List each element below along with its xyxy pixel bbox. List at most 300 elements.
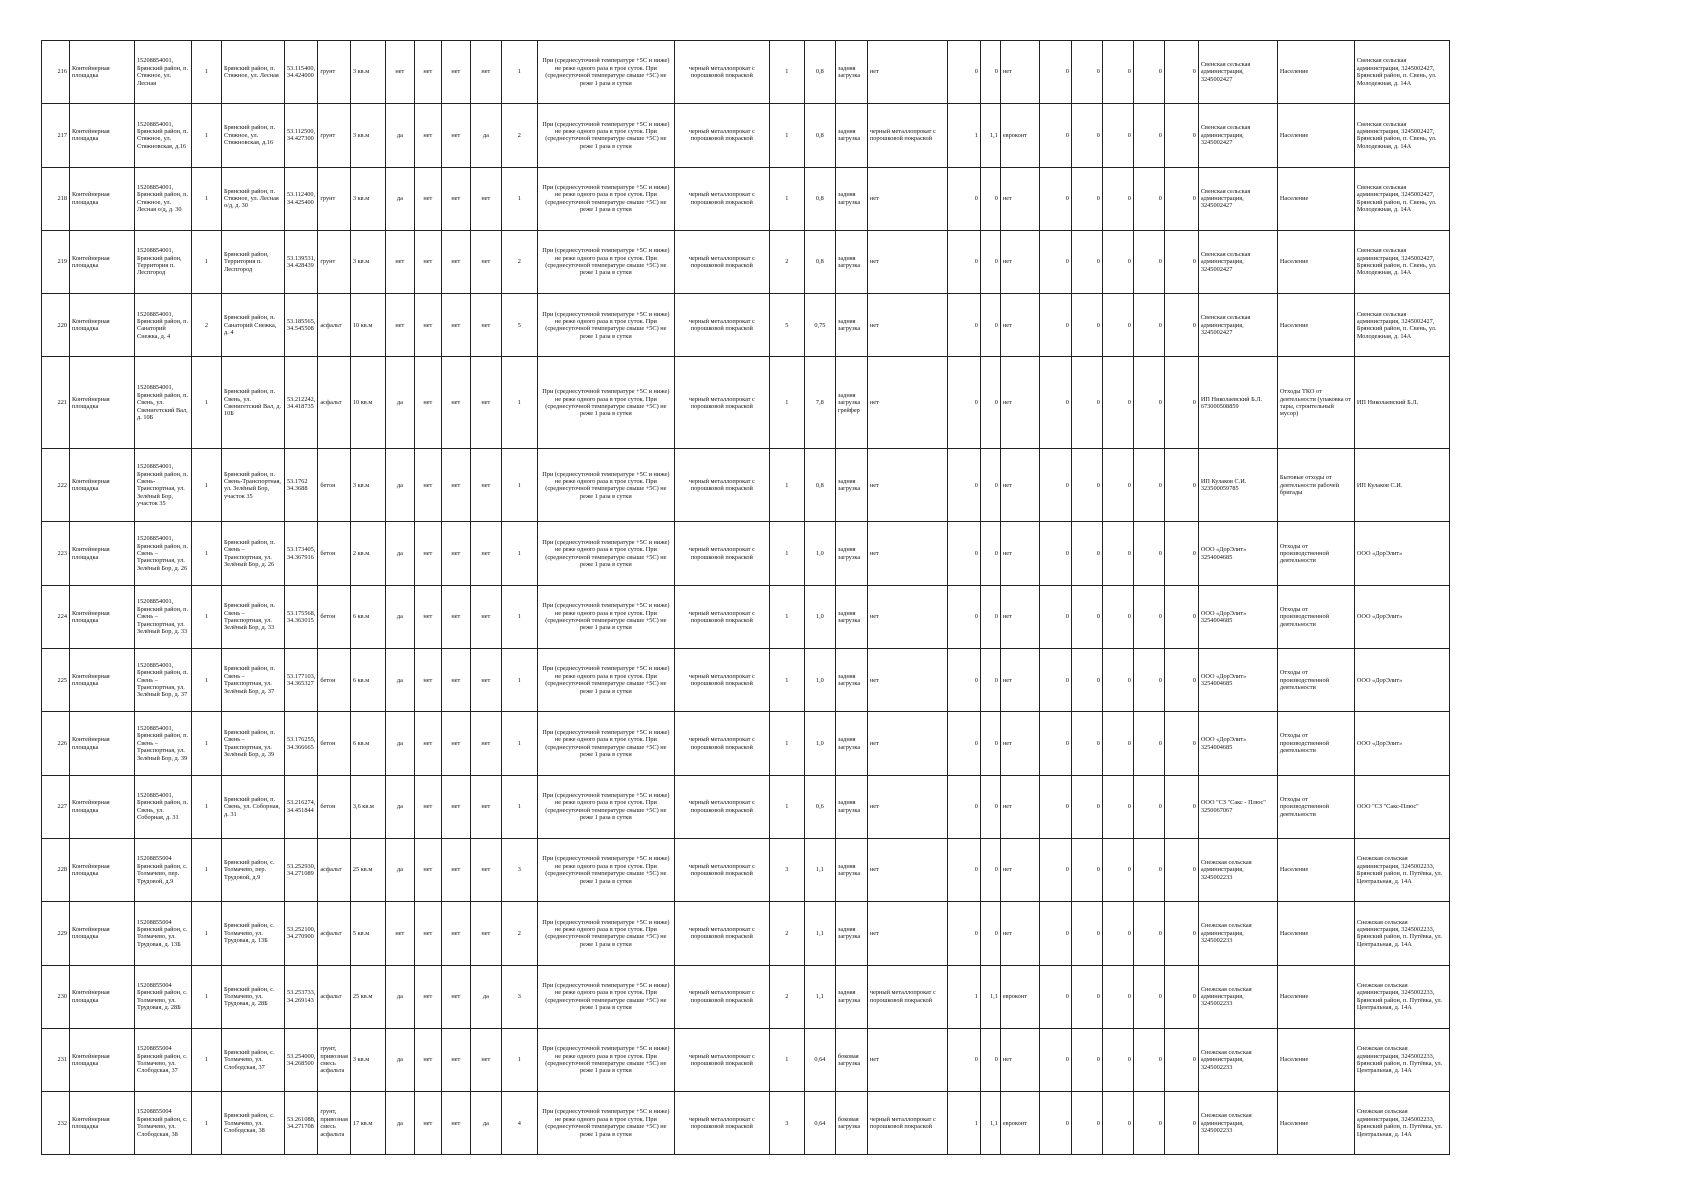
table-row (42, 965, 1450, 1028)
cell-zero-1: 0 (1039, 230, 1071, 293)
cell-surface: бетон (318, 775, 351, 838)
cell-qty-2: 0 (947, 230, 980, 293)
cell-flag-4: нет (470, 902, 501, 965)
cell-registry-address: 15208855004 Брянский район, с. Толмачево, пер. Трудовой, д.9 (135, 838, 192, 901)
cell-area: 10 кв.м (350, 294, 385, 357)
cell-loading-type: задняя загрузка (835, 230, 867, 293)
cell-zero-1: 0 (1039, 965, 1071, 1028)
cell-volume-2: 0 (980, 585, 1000, 648)
cell-container-count: 1 (501, 649, 537, 712)
cell-material-2: нет (867, 167, 947, 230)
cell-zero-5: 0 (1164, 1028, 1198, 1091)
cell-flag-4: нет (470, 230, 501, 293)
cell-flag-3: нет (441, 522, 470, 585)
cell-waste-source: Население (1277, 41, 1354, 104)
cell-container-count: 1 (501, 585, 537, 648)
cell-flag-2: нет (414, 167, 441, 230)
cell-coordinates: 53.112500, 34.427300 (285, 104, 318, 167)
cell-zero-3: 0 (1102, 294, 1133, 357)
table-row (42, 104, 1450, 167)
cell-area: 25 кв.м (350, 965, 385, 1028)
cell-material-2: нет (867, 357, 947, 449)
cell-surface: асфальт (318, 902, 351, 965)
cell-waste-source: Население (1277, 104, 1354, 167)
cell-site-type: Контейнерная площадка (70, 775, 135, 838)
cell-registry-address: 15208855004 Брянский район, с. Толмачево, ул. Слободская, 37 (135, 1028, 192, 1091)
cell-row-number: 227 (42, 775, 70, 838)
cell-flag-fence: да (385, 104, 414, 167)
cell-surface: грунт (318, 230, 351, 293)
cell-registry-address: 15208854001, Брянский район, п. Свень-Транспортная, ул. Зелёный Бор, участок 35 (135, 449, 192, 522)
cell-material-2: нет (867, 585, 947, 648)
cell-removal-schedule: При (среднесуточной температуре +5С и ниже) не реже одного раза в трое суток. При (среднесуточной температуре свыше +5С) не реже 1 раза в сутки (537, 1028, 674, 1091)
cell-zero-4: 0 (1133, 1092, 1164, 1155)
cell-flag-2: нет (414, 294, 441, 357)
cell-site-type: Контейнерная площадка (70, 1028, 135, 1091)
cell-qty-2: 0 (947, 41, 980, 104)
cell-owner: Свенская сельская администрация, 3245002427 (1198, 294, 1277, 357)
cell-area: 3 кв.м (350, 104, 385, 167)
cell-surface: бетон (318, 449, 351, 522)
cell-zero-1: 0 (1039, 449, 1071, 522)
cell-eurocontainer: нет (1000, 649, 1039, 712)
cell-site-type: Контейнерная площадка (70, 649, 135, 712)
cell-container-qty: 3 (769, 1092, 804, 1155)
cell-flag-fence: да (385, 522, 414, 585)
cell-waste-source: Население (1277, 1028, 1354, 1091)
cell-material-2: нет (867, 649, 947, 712)
table-row (42, 712, 1450, 775)
cell-site-type: Контейнерная площадка (70, 167, 135, 230)
cell-eurocontainer: нет (1000, 902, 1039, 965)
cell-zero-5: 0 (1164, 902, 1198, 965)
cell-count: 1 (192, 449, 222, 522)
cell-qty-2: 1 (947, 965, 980, 1028)
cell-area: 3 кв.м (350, 449, 385, 522)
cell-site-type: Контейнерная площадка (70, 41, 135, 104)
cell-loading-type: задняя загрузка (835, 902, 867, 965)
cell-flag-2: нет (414, 775, 441, 838)
cell-qty-2: 0 (947, 357, 980, 449)
cell-material-2: нет (867, 41, 947, 104)
cell-zero-3: 0 (1102, 712, 1133, 775)
cell-qty-2: 0 (947, 522, 980, 585)
cell-owner: Свенская сельская администрация, 3245002427 (1198, 167, 1277, 230)
cell-zero-4: 0 (1133, 775, 1164, 838)
cell-loading-type: задняя загрузка (835, 104, 867, 167)
cell-flag-3: нет (441, 585, 470, 648)
cell-container-qty: 3 (769, 838, 804, 901)
table-body (42, 41, 1450, 1155)
cell-zero-2: 0 (1071, 838, 1102, 901)
cell-container-volume: 7,8 (804, 357, 835, 449)
cell-container-material: черный металлопрокат с порошковой покраской (674, 357, 769, 449)
cell-material-2: нет (867, 775, 947, 838)
cell-row-number: 217 (42, 104, 70, 167)
cell-coordinates: 53.261088, 34.271708 (285, 1092, 318, 1155)
cell-zero-5: 0 (1164, 357, 1198, 449)
cell-owner: Свенская сельская администрация, 3245002427 (1198, 230, 1277, 293)
cell-waste-source: Отходы от производственной деятельности (1277, 522, 1354, 585)
cell-container-volume: 0,8 (804, 449, 835, 522)
cell-flag-4: нет (470, 167, 501, 230)
cell-zero-1: 0 (1039, 41, 1071, 104)
cell-container-material: черный металлопрокат с порошковой покраской (674, 585, 769, 648)
cell-flag-4: нет (470, 838, 501, 901)
cell-flag-fence: да (385, 965, 414, 1028)
cell-eurocontainer: нет (1000, 230, 1039, 293)
cell-flag-fence: да (385, 649, 414, 712)
cell-address: Брянский район, п. Свень-Транспортная, ул. Зелёный Бор, участок 35 (222, 449, 285, 522)
cell-zero-5: 0 (1164, 1092, 1198, 1155)
cell-registry-address: 15208854001, Брянский район, п. Стяжное, ул. Лесная о/д, д. 30 (135, 167, 192, 230)
cell-qty-2: 0 (947, 1028, 980, 1091)
cell-registry-address: 15208854001, Брянский район, п. Санаторий Снежка, д. 4 (135, 294, 192, 357)
cell-count: 1 (192, 649, 222, 712)
cell-zero-2: 0 (1071, 902, 1102, 965)
cell-container-count: 5 (501, 294, 537, 357)
cell-removal-schedule: При (среднесуточной температуре +5С и ниже) не реже одного раза в трое суток. При (среднесуточной температуре свыше +5С) не реже 1 раза в сутки (537, 230, 674, 293)
cell-surface: грунт (318, 104, 351, 167)
cell-count: 1 (192, 167, 222, 230)
cell-container-volume: 1,1 (804, 838, 835, 901)
cell-waste-source: Население (1277, 1092, 1354, 1155)
cell-flag-2: нет (414, 104, 441, 167)
cell-eurocontainer: нет (1000, 294, 1039, 357)
cell-container-volume: 0,64 (804, 1092, 835, 1155)
cell-loading-type: задняя загрузка (835, 712, 867, 775)
table-row (42, 775, 1450, 838)
cell-registry-address: 15208854001, Брянский район, п. Стяжное, ул. Стяжновская, д.16 (135, 104, 192, 167)
cell-count: 1 (192, 1028, 222, 1091)
cell-qty-2: 0 (947, 649, 980, 712)
cell-owner: ООО "СЗ "Сакс - Плюс" 3250067067 (1198, 775, 1277, 838)
cell-material-2: нет (867, 230, 947, 293)
cell-zero-5: 0 (1164, 449, 1198, 522)
cell-container-material: черный металлопрокат с порошковой покраской (674, 902, 769, 965)
cell-owner: ООО «ДорЭлит» 3254004685 (1198, 649, 1277, 712)
cell-flag-fence: да (385, 585, 414, 648)
cell-area: 5 кв.м (350, 902, 385, 965)
cell-container-qty: 1 (769, 1028, 804, 1091)
cell-container-volume: 1,1 (804, 902, 835, 965)
cell-holder-info: ИП Кулаков С.И. (1354, 449, 1449, 522)
cell-container-volume: 1,0 (804, 712, 835, 775)
cell-flag-3: нет (441, 838, 470, 901)
cell-zero-1: 0 (1039, 522, 1071, 585)
cell-container-qty: 1 (769, 104, 804, 167)
cell-coordinates: 53.1762 34.3688 (285, 449, 318, 522)
cell-material-2: нет (867, 522, 947, 585)
cell-address: Брянский район, п. Свень, ул. Соборная, д. 31 (222, 775, 285, 838)
cell-registry-address: 15208854001, Брянский район, п. Стяжное, ул. Лесная (135, 41, 192, 104)
cell-container-material: черный металлопрокат с порошковой покраской (674, 838, 769, 901)
cell-volume-2: 0 (980, 167, 1000, 230)
cell-flag-3: нет (441, 449, 470, 522)
table-row (42, 357, 1450, 449)
cell-container-qty: 1 (769, 712, 804, 775)
cell-zero-3: 0 (1102, 449, 1133, 522)
cell-zero-2: 0 (1071, 294, 1102, 357)
cell-coordinates: 53.216274, 34.451844 (285, 775, 318, 838)
cell-container-qty: 1 (769, 522, 804, 585)
cell-container-volume: 0,75 (804, 294, 835, 357)
table-row (42, 838, 1450, 901)
cell-container-volume: 1,0 (804, 585, 835, 648)
cell-surface: асфальт (318, 357, 351, 449)
cell-count: 1 (192, 838, 222, 901)
cell-address: Брянский район, п. Стяжное, ул. Лесная о/д, д. 30 (222, 167, 285, 230)
cell-zero-2: 0 (1071, 41, 1102, 104)
cell-flag-fence: да (385, 1028, 414, 1091)
cell-flag-3: нет (441, 712, 470, 775)
cell-address: Брянский район, Территория п. Леспгород (222, 230, 285, 293)
cell-zero-1: 0 (1039, 104, 1071, 167)
cell-qty-2: 0 (947, 167, 980, 230)
cell-loading-type: задняя загрузка (835, 167, 867, 230)
cell-site-type: Контейнерная площадка (70, 449, 135, 522)
cell-loading-type: задняя загрузка (835, 585, 867, 648)
cell-flag-4: да (470, 1092, 501, 1155)
cell-flag-3: нет (441, 649, 470, 712)
cell-container-qty: 1 (769, 449, 804, 522)
cell-waste-source: Отходы от производственной деятельности (1277, 712, 1354, 775)
cell-area: 17 кв.м (350, 1092, 385, 1155)
cell-zero-2: 0 (1071, 1028, 1102, 1091)
cell-flag-3: нет (441, 230, 470, 293)
cell-material-2: нет (867, 294, 947, 357)
cell-container-volume: 1,1 (804, 965, 835, 1028)
cell-count: 1 (192, 230, 222, 293)
cell-removal-schedule: При (среднесуточной температуре +5С и ниже) не реже одного раза в трое суток. При (среднесуточной температуре свыше +5С) не реже 1 раза в сутки (537, 902, 674, 965)
cell-zero-3: 0 (1102, 104, 1133, 167)
cell-address: Брянский район, с. Толмачево, ул. Трудовая, д. 28Б (222, 965, 285, 1028)
cell-owner: Снежская сельская администрация, 3245002233 (1198, 902, 1277, 965)
cell-volume-2: 1,1 (980, 1092, 1000, 1155)
cell-row-number: 229 (42, 902, 70, 965)
cell-container-volume: 1,0 (804, 649, 835, 712)
cell-container-material: черный металлопрокат с порошковой покраской (674, 775, 769, 838)
cell-flag-3: нет (441, 902, 470, 965)
cell-owner: ИП Кулаков С.И. 323500059785 (1198, 449, 1277, 522)
cell-flag-3: нет (441, 775, 470, 838)
cell-flag-4: нет (470, 449, 501, 522)
cell-holder-info: Свенская сельская администрация, 3245002427, Брянский район, п. Свень, ул. Молодежная, д. 14А (1354, 294, 1449, 357)
cell-qty-2: 1 (947, 104, 980, 167)
cell-material-2: нет (867, 712, 947, 775)
cell-waste-source: Отходы от производственной деятельности (1277, 649, 1354, 712)
cell-row-number: 226 (42, 712, 70, 775)
cell-removal-schedule: При (среднесуточной температуре +5С и ниже) не реже одного раза в трое суток. При (среднесуточной температуре свыше +5С) не реже 1 раза в сутки (537, 449, 674, 522)
cell-zero-1: 0 (1039, 902, 1071, 965)
cell-row-number: 222 (42, 449, 70, 522)
cell-qty-2: 0 (947, 294, 980, 357)
cell-row-number: 230 (42, 965, 70, 1028)
cell-container-qty: 1 (769, 357, 804, 449)
cell-zero-5: 0 (1164, 230, 1198, 293)
cell-registry-address: 15208854001, Брянский район, п. Свень, ул. Свенигетский Вал, д. 10Б (135, 357, 192, 449)
cell-waste-source: Отходы ТКО от деятельности (упаковка от тары, строительный мусор) (1277, 357, 1354, 449)
cell-zero-5: 0 (1164, 838, 1198, 901)
cell-container-material: черный металлопрокат с порошковой покраской (674, 649, 769, 712)
cell-flag-3: нет (441, 1092, 470, 1155)
cell-waste-source: Население (1277, 965, 1354, 1028)
cell-flag-4: нет (470, 585, 501, 648)
cell-container-count: 1 (501, 775, 537, 838)
cell-removal-schedule: При (среднесуточной температуре +5С и ниже) не реже одного раза в трое суток. При (среднесуточной температуре свыше +5С) не реже 1 раза в сутки (537, 838, 674, 901)
cell-holder-info: Свенская сельская администрация, 3245002427, Брянский район, п. Свень, ул. Молодежная, д. 14А (1354, 41, 1449, 104)
cell-removal-schedule: При (среднесуточной температуре +5С и ниже) не реже одного раза в трое суток. При (среднесуточной температуре свыше +5С) не реже 1 раза в сутки (537, 712, 674, 775)
cell-row-number: 223 (42, 522, 70, 585)
cell-flag-4: нет (470, 41, 501, 104)
cell-zero-3: 0 (1102, 902, 1133, 965)
cell-row-number: 231 (42, 1028, 70, 1091)
cell-count: 1 (192, 1092, 222, 1155)
cell-zero-2: 0 (1071, 522, 1102, 585)
cell-container-qty: 5 (769, 294, 804, 357)
cell-volume-2: 0 (980, 41, 1000, 104)
cell-holder-info: ООО «ДорЭлит» (1354, 712, 1449, 775)
cell-holder-info: Свенская сельская администрация, 3245002427, Брянский район, п. Свень, ул. Молодежная, д. 14А (1354, 104, 1449, 167)
cell-count: 1 (192, 775, 222, 838)
cell-zero-4: 0 (1133, 167, 1164, 230)
cell-eurocontainer: нет (1000, 449, 1039, 522)
cell-zero-3: 0 (1102, 1092, 1133, 1155)
cell-area: 3 кв.м (350, 230, 385, 293)
cell-count: 1 (192, 522, 222, 585)
cell-zero-4: 0 (1133, 585, 1164, 648)
cell-registry-address: 15208855004 Брянский район, с. Толмачево, ул. Трудовая, д. 13Б (135, 902, 192, 965)
table-row (42, 1092, 1450, 1155)
cell-material-2: нет (867, 449, 947, 522)
cell-flag-4: нет (470, 775, 501, 838)
cell-zero-5: 0 (1164, 775, 1198, 838)
cell-zero-1: 0 (1039, 167, 1071, 230)
cell-flag-2: нет (414, 649, 441, 712)
cell-flag-3: нет (441, 1028, 470, 1091)
cell-qty-2: 0 (947, 775, 980, 838)
cell-zero-3: 0 (1102, 775, 1133, 838)
cell-container-material: черный металлопрокат с порошковой покраской (674, 522, 769, 585)
cell-volume-2: 0 (980, 522, 1000, 585)
cell-holder-info: ООО «ДорЭлит» (1354, 522, 1449, 585)
cell-container-count: 1 (501, 1028, 537, 1091)
cell-surface: бетон (318, 522, 351, 585)
cell-area: 3 кв.м (350, 167, 385, 230)
cell-zero-4: 0 (1133, 649, 1164, 712)
cell-surface: бетон (318, 649, 351, 712)
cell-holder-info: ООО «ДорЭлит» (1354, 649, 1449, 712)
cell-holder-info: Свенская сельская администрация, 3245002427, Брянский район, п. Свень, ул. Молодежная, д. 14А (1354, 167, 1449, 230)
cell-flag-2: нет (414, 902, 441, 965)
cell-volume-2: 0 (980, 1028, 1000, 1091)
registry-table (41, 40, 1450, 1155)
cell-owner: Снежская сельская администрация, 3245002233 (1198, 838, 1277, 901)
cell-loading-type: задняя загрузка (835, 41, 867, 104)
cell-container-material: черный металлопрокат с порошковой покраской (674, 167, 769, 230)
cell-surface: бетон (318, 585, 351, 648)
cell-count: 1 (192, 357, 222, 449)
cell-registry-address: 15208854001, Брянский район, п. Свень – Транспортная, ул. Зелёный Бор, д. 26 (135, 522, 192, 585)
cell-holder-info: Свенская сельская администрация, 3245002427, Брянский район, п. Свень, ул. Молодежная, д. 14А (1354, 230, 1449, 293)
cell-volume-2: 0 (980, 902, 1000, 965)
cell-owner: Снежская сельская администрация, 3245002233 (1198, 1092, 1277, 1155)
cell-waste-source: Бытовые отходы от деятельности рабочей бригады (1277, 449, 1354, 522)
cell-loading-type: боковая загрузка (835, 1092, 867, 1155)
cell-row-number: 232 (42, 1092, 70, 1155)
cell-zero-2: 0 (1071, 230, 1102, 293)
cell-row-number: 221 (42, 357, 70, 449)
cell-container-volume: 0,8 (804, 41, 835, 104)
cell-flag-fence: да (385, 167, 414, 230)
table-row (42, 585, 1450, 648)
cell-row-number: 219 (42, 230, 70, 293)
cell-volume-2: 0 (980, 649, 1000, 712)
cell-container-count: 2 (501, 902, 537, 965)
cell-material-2: черный металлопрокат с порошковой покраской (867, 965, 947, 1028)
cell-flag-fence: да (385, 775, 414, 838)
cell-waste-source: Население (1277, 230, 1354, 293)
cell-area: 6 кв.м (350, 712, 385, 775)
cell-container-volume: 0,6 (804, 775, 835, 838)
cell-container-count: 1 (501, 449, 537, 522)
cell-flag-4: нет (470, 712, 501, 775)
cell-container-qty: 2 (769, 230, 804, 293)
cell-zero-2: 0 (1071, 712, 1102, 775)
cell-holder-info: Снежская сельская администрация, 3245002233, Брянский район, п. Путёвка, ул. Центральная, д. 14А (1354, 1028, 1449, 1091)
table-row (42, 230, 1450, 293)
cell-zero-1: 0 (1039, 357, 1071, 449)
cell-volume-2: 0 (980, 294, 1000, 357)
cell-flag-2: нет (414, 230, 441, 293)
cell-zero-4: 0 (1133, 1028, 1164, 1091)
cell-flag-3: нет (441, 41, 470, 104)
cell-coordinates: 53.185565, 34.545508 (285, 294, 318, 357)
cell-address: Брянский район, п. Свень – Транспортная, ул. Зелёный Бор, д. 26 (222, 522, 285, 585)
cell-zero-4: 0 (1133, 230, 1164, 293)
cell-zero-2: 0 (1071, 775, 1102, 838)
cell-zero-1: 0 (1039, 775, 1071, 838)
cell-site-type: Контейнерная площадка (70, 294, 135, 357)
cell-owner: ООО «ДорЭлит» 3254004685 (1198, 522, 1277, 585)
cell-container-material: черный металлопрокат с порошковой покраской (674, 294, 769, 357)
cell-removal-schedule: При (среднесуточной температуре +5С и ниже) не реже одного раза в трое суток. При (среднесуточной температуре свыше +5С) не реже 1 раза в сутки (537, 522, 674, 585)
cell-container-qty: 2 (769, 965, 804, 1028)
cell-flag-2: нет (414, 1092, 441, 1155)
cell-eurocontainer: нет (1000, 357, 1039, 449)
cell-qty-2: 0 (947, 838, 980, 901)
cell-owner: ООО «ДорЭлит» 3254004685 (1198, 585, 1277, 648)
cell-count: 2 (192, 294, 222, 357)
cell-container-qty: 1 (769, 41, 804, 104)
cell-eurocontainer: нет (1000, 775, 1039, 838)
cell-container-count: 1 (501, 712, 537, 775)
cell-removal-schedule: При (среднесуточной температуре +5С и ниже) не реже одного раза в трое суток. При (среднесуточной температуре свыше +5С) не реже 1 раза в сутки (537, 1092, 674, 1155)
cell-zero-4: 0 (1133, 902, 1164, 965)
cell-holder-info: ООО «ДорЭлит» (1354, 585, 1449, 648)
cell-zero-2: 0 (1071, 1092, 1102, 1155)
cell-eurocontainer: нет (1000, 585, 1039, 648)
cell-zero-5: 0 (1164, 294, 1198, 357)
cell-eurocontainer: евроконт (1000, 965, 1039, 1028)
cell-loading-type: задняя загрузка (835, 838, 867, 901)
cell-removal-schedule: При (среднесуточной температуре +5С и ниже) не реже одного раза в трое суток. При (среднесуточной температуре свыше +5С) не реже 1 раза в сутки (537, 294, 674, 357)
cell-loading-type: боковая загрузка (835, 1028, 867, 1091)
cell-flag-4: нет (470, 649, 501, 712)
cell-eurocontainer: нет (1000, 522, 1039, 585)
table-row (42, 522, 1450, 585)
cell-zero-1: 0 (1039, 1028, 1071, 1091)
